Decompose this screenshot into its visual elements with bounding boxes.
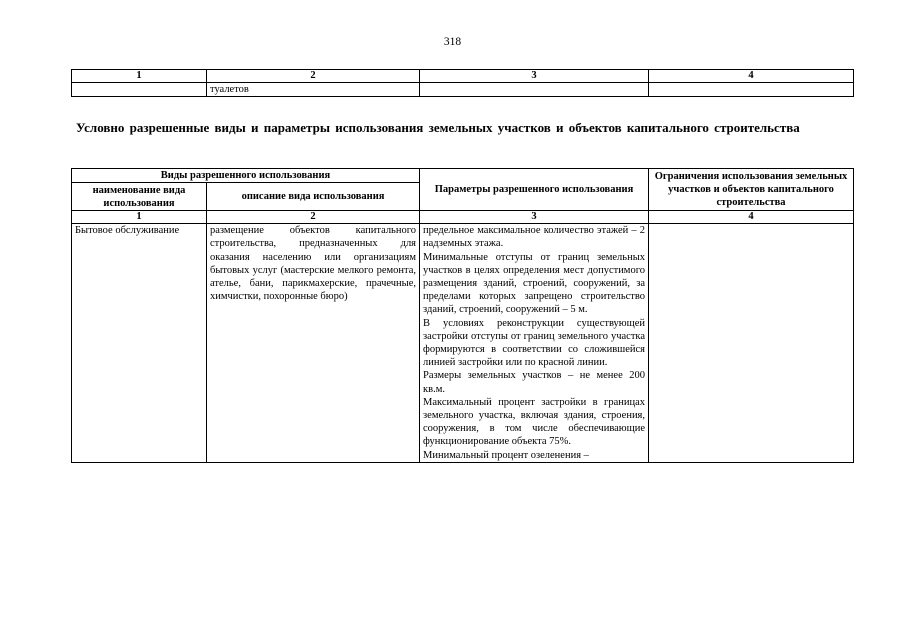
column-number-row: [72, 70, 854, 83]
table-cell: [72, 83, 207, 97]
column-number: 3: [420, 211, 649, 224]
use-params-cell: [420, 224, 649, 463]
name-header: наименование вида использования: [72, 183, 207, 211]
column-number: 3: [420, 70, 649, 83]
param-paragraph: предельное максимальное количество этажей – 2 надземных этажа.: [423, 225, 646, 250]
table-row: [72, 83, 854, 97]
continuation-table: [71, 69, 854, 97]
params-header: Параметры разрешенного использования: [420, 169, 649, 211]
column-number: 4: [649, 70, 854, 83]
section-heading: Условно разрешенные виды и параметры использования земельных участков и объектов капитального строительства: [76, 120, 800, 135]
use-name: Бытовое обслуживание: [75, 225, 180, 237]
limits-header: Ограничения использования земельных участков и объектов капитального строительства: [649, 169, 854, 211]
table-cell: [649, 83, 854, 97]
param-paragraph: Максимальный процент застройки в границах земельного участка, включая здания, строения, сооружения, в том числе обеспечивающие функционирование объекта 75%.: [423, 396, 646, 448]
table-cell: [420, 83, 649, 97]
page-number: 318: [443, 36, 462, 48]
description-header: описание вида использования: [207, 183, 420, 211]
use-description: размещение объектов капитального строительства, предназначенных для оказания населению или организациям бытовых услуг (мастерские мелкого ремонта, ателье, бани, парикмахерские, прачечные, химчистки, похоронные бюро): [210, 225, 417, 303]
table-row: [72, 224, 854, 463]
use-description-cell: [207, 224, 420, 463]
column-number: 2: [207, 70, 420, 83]
group-header: Виды разрешенного использования: [72, 169, 420, 183]
column-number-row: [72, 211, 854, 224]
param-paragraph: Минимальные отступы от границ земельных участков в целях определения мест допустимого размещения зданий, строений, сооружений, за пределами которых запрещено строительство зданий, строений, сооружений – 5 м.: [423, 251, 646, 316]
column-number: 1: [72, 211, 207, 224]
use-name-cell: [72, 224, 207, 463]
header-row: [72, 169, 854, 183]
column-number: 2: [207, 211, 420, 224]
column-number: 1: [72, 70, 207, 83]
use-limits-cell: [649, 224, 854, 463]
param-paragraph: В условиях реконструкции существующей застройки отступы от границ земельного участка формируются в соответствии со сложившейся линией застройки или по красной линии.: [423, 317, 646, 369]
column-number: 4: [649, 211, 854, 224]
table-cell: туалетов: [207, 83, 420, 97]
param-paragraph: Минимальный процент озеленения –: [423, 449, 589, 461]
land-use-table: [71, 168, 854, 463]
param-paragraph: Размеры земельных участков – не менее 200 кв.м.: [423, 370, 646, 395]
